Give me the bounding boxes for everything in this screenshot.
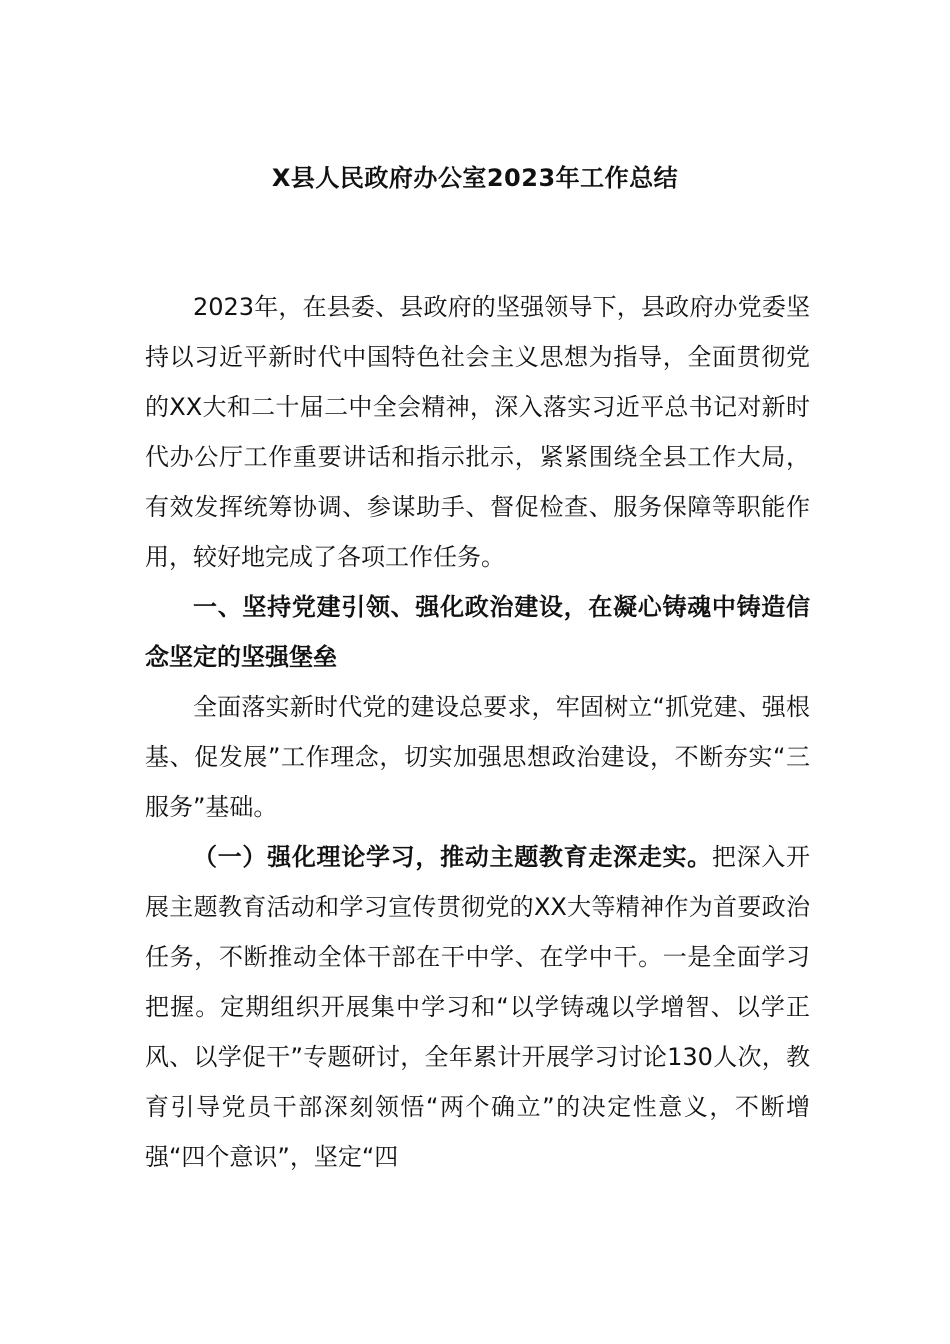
intro-paragraph: 2023年，在县委、县政府的坚强领导下，县政府办党委坚持以习近平新时代中国特色社会主义思想为指导，全面贯彻党的XX大和二十届二中全会精神，深入落实习近平总书记对新时代办公厅工作重要讲话和指示批示，紧紧围绕全县工作大局，有效发挥统筹协调、参谋助手、督促检查、服务保障等职能作用，较好地完成了各项工作任务。 bbox=[145, 293, 810, 571]
subsection-1-paragraph bbox=[145, 832, 810, 1182]
document-body bbox=[145, 282, 810, 1182]
subsection-1-heading: （一）强化理论学习，推动主题教育走深走实。 bbox=[193, 843, 712, 871]
section-1-paragraph: 全面落实新时代党的建设总要求，牢固树立“抓党建、强根基、促发展”工作理念，切实加强思想政治建设，不断夯实“三服务”基础。 bbox=[145, 693, 810, 821]
document-title: X县人民政府办公室2023年工作总结 bbox=[271, 164, 679, 192]
section-heading-1: 一、坚持党建引领、强化政治建设，在凝心铸魂中铸造信念坚定的坚强堡垒 bbox=[145, 593, 810, 671]
subsection-1-text: 把深入开展主题教育活动和学习宣传贯彻党的XX大等精神作为首要政治任务，不断推动全体干部在干中学、在学中干。一是全面学习把握。定期组织开展集中学习和“以学铸魂以学增智、以学正风、以学促干”专题研讨，全年累计开展学习讨论130人次，教育引导党员干部深刻领悟“两个确立”的决定性意义，不断增强“四个意识”，坚定“四 bbox=[145, 843, 810, 1171]
